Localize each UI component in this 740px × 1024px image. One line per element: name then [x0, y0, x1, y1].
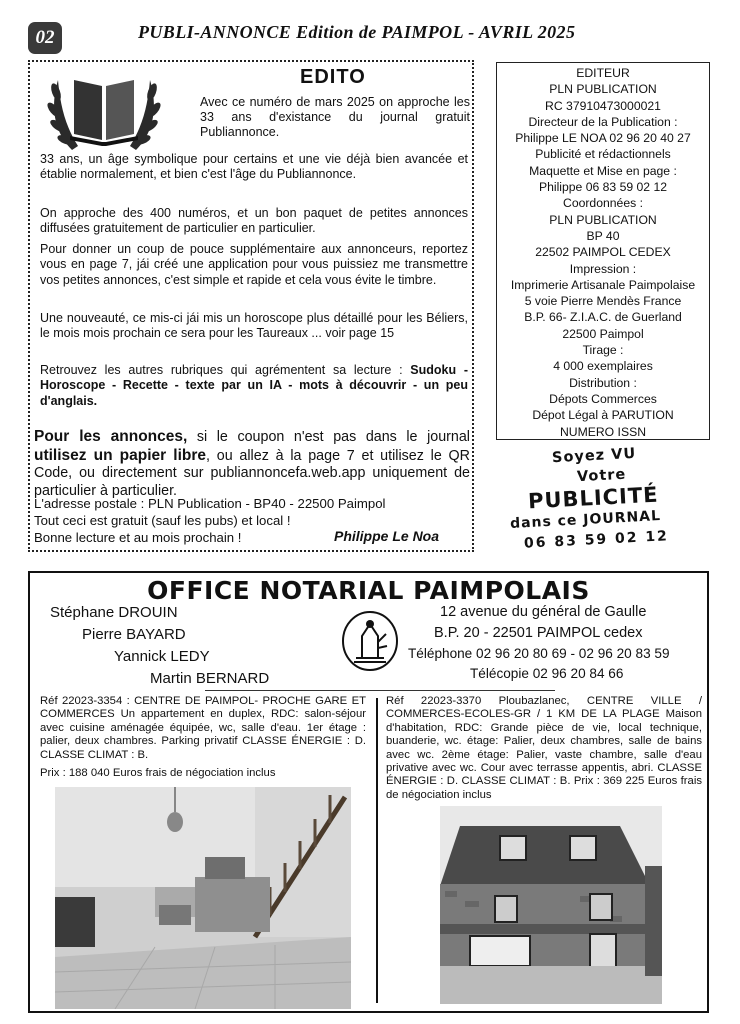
editeur-line: Dépot Légal à PARUTION: [532, 408, 674, 423]
office-phone: Téléphone 02 96 20 80 69 - 02 96 20 83 59: [408, 646, 670, 661]
pub-line-4: dans ce JOURNAL: [509, 508, 662, 532]
book-laurel-icon: [44, 62, 164, 158]
editeur-line: PLN PUBLICATION: [549, 212, 657, 227]
editeur-info: [496, 65, 710, 440]
notary-seal-icon: [340, 610, 400, 672]
editeur-line: Impression :: [569, 261, 637, 276]
pub-phone: 06 83 59 02 12: [523, 528, 670, 552]
edito-free-note: Tout ceci est gratuit (sauf les pubs) et local !: [34, 513, 291, 528]
editeur-line: Coordonnées :: [563, 196, 643, 211]
edito-postal-address: L'adresse postale : PLN Publication - BP40 - 22500 Paimpol: [34, 496, 386, 511]
editeur-line: Distribution :: [569, 375, 637, 390]
page-header-title: PUBLI-ANNONCE Edition de PAIMPOL - AVRIL 2025: [138, 22, 576, 42]
pub-line-2: Votre: [576, 466, 627, 486]
annonces-text-1: si le coupon n'est pas dans le journal: [187, 429, 470, 445]
page-number: 02: [28, 22, 62, 54]
notaire-name: Pierre BAYARD: [82, 626, 186, 643]
editeur-line: Maquette et Mise en page :: [529, 163, 677, 178]
edito-rubriques-intro: Retrouvez les autres rubriques qui agrémentent sa lecture :: [40, 363, 403, 377]
editeur-line: Tirage :: [582, 343, 624, 358]
editeur-line: 4 000 exemplaires: [553, 359, 653, 374]
annonces-text-2: , ou allez à la page 7 et utilisez le QR Code, ou directement sur publiannoncefa.web.app uniquement de particulier à particulier.: [34, 447, 470, 499]
edito-paragraph-app: Pour donner un coup de pouce supplémentaire aux annonceurs, reportez vous en page 7, jái créé une application pour vous puissiez me transmettre vos petites annonces, c'est simple et rapide et cela vous évite le timbre.: [40, 242, 468, 287]
editeur-line: BP 40: [586, 228, 620, 243]
notaire-name: Yannick LEDY: [114, 648, 210, 665]
editeur-line: 22502 PAIMPOL CEDEX: [535, 245, 671, 260]
edito-intro: Avec ce numéro de mars 2025 on approche les 33 ans d'existance du journal gratuit Publiannonce.: [200, 95, 470, 140]
office-title: OFFICE NOTARIAL PAIMPOLAIS: [147, 576, 590, 605]
listing-photo-house: [440, 806, 662, 1004]
editeur-line: Philippe LE NOA 02 96 20 40 27: [515, 131, 691, 146]
editeur-line: 5 voie Pierre Mendès France: [524, 294, 682, 309]
listing-photo-interior: [55, 787, 351, 1009]
editeur-line: B.P. 66- Z.I.A.C. de Guerland: [524, 310, 682, 325]
editeur-line: 22500 Paimpol: [562, 326, 644, 341]
divider: [205, 690, 555, 691]
editeur-line: Philippe 06 83 59 02 12: [538, 180, 668, 195]
listing-description: Réf 22023-3370 Ploubazlanec, CENTRE VILLE / COMMERCES-ECOLES-GR / 1 KM DE LA PLAGE Maison d'habitation, RDC: Grande pièce de vie, local technique, buanderie, wc. étage: Palier, deux chambres, salle de bains avec wc. 2ème étage: Palier, vaste chambre, salle d'eau privative avec wc. Cour avec terrasse appentis, abri. CLASSE ÉNERGIE : D. CLASSE CLIMAT : B. Prix : 369 225 Euros frais de négociation inclus: [386, 695, 702, 801]
editeur-line: RC 37910473000021: [545, 98, 661, 113]
edito-signature: Philippe Le Noa: [334, 528, 440, 544]
edito-paragraph-age: 33 ans, un âge symbolique pour certains et une vie déjà bien avancée et établie normalement, et bien c'est l'âge du Publiannonce.: [40, 152, 468, 182]
listing-price: Prix : 188 040 Euros frais de négociation inclus: [40, 767, 276, 779]
editeur-line: Dépots Commerces: [549, 391, 657, 406]
editeur-line: EDITEUR: [576, 66, 630, 80]
edito-annonces-paragraph: [34, 428, 470, 500]
column-divider: [376, 698, 378, 1003]
listing-description: Réf 22023-3354 : CENTRE DE PAIMPOL- PROCHE GARE ET COMMERCES Un appartement en duplex, RDC: salon-séjour avec cuisine aménagée équipée, wc, salle d'eau. 1er étage : palier, deux chambres. Parking privatif CLASSE ÉNERGIE : D. CLASSE CLIMAT : B.: [40, 695, 366, 761]
office-fax: Télécopie 02 96 20 84 66: [470, 666, 624, 681]
editeur-line: Publicité et rédactionnels: [535, 147, 671, 162]
notaire-name: Martin BERNARD: [150, 670, 270, 687]
pub-line-3: PUBLICITÉ: [527, 482, 660, 514]
editeur-line: Directeur de la Publication :: [528, 114, 678, 129]
editeur-line: NUMERO ISSN: [560, 424, 646, 439]
editeur-line: PLN PUBLICATION: [549, 82, 657, 97]
pub-line-1: Soyez VU: [551, 445, 637, 467]
edito-closing: Bonne lecture et au mois prochain !: [34, 530, 242, 545]
edito-paragraph-rubriques: [40, 363, 468, 409]
edito-paragraph-horoscope: Une nouveauté, ce mis-ci jái mis un horoscope plus détaillé pour les Béliers, le mois mois prochain ce sera pour les Taureaux ... voir page 15: [40, 311, 468, 341]
office-address: 12 avenue du général de Gaulle: [440, 604, 647, 620]
annonces-bold-2: utilisez un papier libre: [34, 446, 207, 464]
office-bp: B.P. 20 - 22501 PAIMPOL cedex: [434, 625, 643, 641]
edito-rubriques-list: Sudoku - Horoscope - Recette - texte par un IA - mots à découvrir - un peu d'anglais.: [40, 363, 468, 408]
editeur-line: Imprimerie Artisanale Paimpolaise: [510, 277, 696, 292]
edito-paragraph-numbers: On approche des 400 numéros, et un bon paquet de petites annonces diffusées gratuitement de particulier en particulier.: [40, 206, 468, 236]
edito-title: EDITO: [300, 66, 366, 88]
notaire-name: Stéphane DROUIN: [50, 604, 178, 621]
annonces-lead: Pour les annonces,: [34, 428, 188, 445]
